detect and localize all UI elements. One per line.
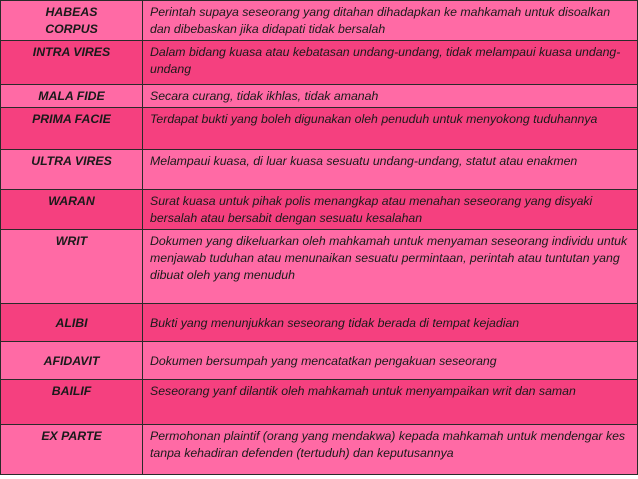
definition-cell: Surat kuasa untuk pihak polis menangkap atau menahan seseorang yang disyaki bersalah atau bersabit dengan sesuatu kesalahan bbox=[143, 190, 638, 230]
table-row bbox=[1, 380, 638, 425]
term-cell: WARAN bbox=[1, 190, 143, 230]
table-row bbox=[1, 342, 638, 380]
table-row bbox=[1, 230, 638, 304]
definition-cell: Bukti yang menunjukkan seseorang tidak berada di tempat kejadian bbox=[143, 304, 638, 342]
term-cell: INTRA VIRES bbox=[1, 41, 143, 85]
table-row bbox=[1, 1, 638, 41]
definition-cell: Melampaui kuasa, di luar kuasa sesuatu undang-undang, statut atau enakmen bbox=[143, 150, 638, 190]
table-row bbox=[1, 150, 638, 190]
definition-cell: Seseorang yanf dilantik oleh mahkamah untuk menyampaikan writ dan saman bbox=[143, 380, 638, 425]
definition-cell: Perintah supaya seseorang yang ditahan dihadapkan ke mahkamah untuk disoalkan dan dibebaskan jika didapati tidak bersalah bbox=[143, 1, 638, 41]
definition-cell: Dalam bidang kuasa atau kebatasan undang-undang, tidak melampaui kuasa undang-undang bbox=[143, 41, 638, 85]
definition-cell: Terdapat bukti yang boleh digunakan oleh penuduh untuk menyokong tuduhannya bbox=[143, 108, 638, 150]
table-row bbox=[1, 108, 638, 150]
definition-cell: Dokumen yang dikeluarkan oleh mahkamah untuk menyaman seseorang individu untuk menjawab tuduhan atau menunaikan sesuatu permintaan, perintah atau tuntutan yang dibuat oleh yang menuduh bbox=[143, 230, 638, 304]
term-cell: PRIMA FACIE bbox=[1, 108, 143, 150]
term-cell: MALA FIDE bbox=[1, 85, 143, 108]
definition-cell: Permohonan plaintif (orang yang mendakwa) kepada mahkamah untuk mendengar kes tanpa kehadiran defenden (tertuduh) dan keputusannya bbox=[143, 425, 638, 475]
term-cell: BAILIF bbox=[1, 380, 143, 425]
table-row bbox=[1, 85, 638, 108]
term-cell: EX PARTE bbox=[1, 425, 143, 475]
term-cell: ULTRA VIRES bbox=[1, 150, 143, 190]
term-cell: AFIDAVIT bbox=[1, 342, 143, 380]
table-row bbox=[1, 425, 638, 475]
term-cell: HABEAS CORPUS bbox=[1, 1, 143, 41]
definition-cell: Secara curang, tidak ikhlas, tidak amanah bbox=[143, 85, 638, 108]
table-row bbox=[1, 190, 638, 230]
term-cell: ALIBI bbox=[1, 304, 143, 342]
definition-cell: Dokumen bersumpah yang mencatatkan pengakuan seseorang bbox=[143, 342, 638, 380]
term-cell: WRIT bbox=[1, 230, 143, 304]
table-row bbox=[1, 41, 638, 85]
table-row bbox=[1, 304, 638, 342]
